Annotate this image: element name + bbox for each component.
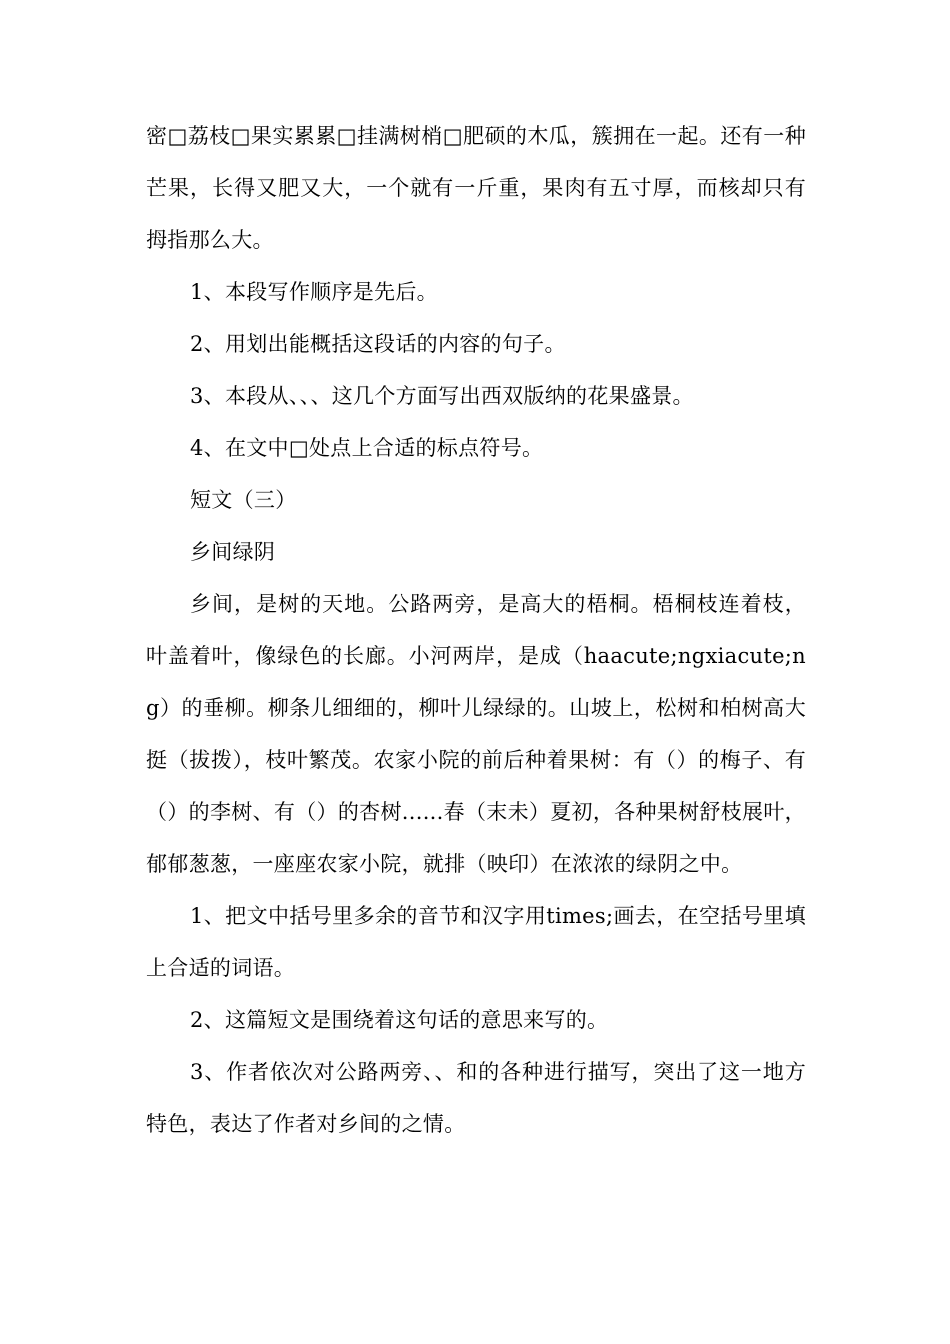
question-1-strike-out: 1、把文中括号里多余的音节和汉字用times;画去，在空括号里填上合适的词语。 xyxy=(146,904,806,980)
question-2-summary-sentence: 2、用划出能概括这段话的内容的句子。 xyxy=(190,332,566,356)
question-3-description-order: 3、作者依次对公路两旁、、和的各种进行描写，突出了这一地方特色，表达了作者对乡间的之情。 xyxy=(146,1060,806,1136)
question-2-main-idea: 2、这篇短文是围绕着这句话的意思来写的。 xyxy=(190,1008,609,1032)
paragraph-fruit-description: 密□荔枝□果实累累□挂满树梢□肥硕的木瓜，簇拥在一起。还有一种芒果，长得又肥又大，一个就有一斤重，果肉有五寸厚，而核却只有拇指那么大。 xyxy=(146,124,806,252)
section-heading-passage-three: 短文（三） xyxy=(190,488,297,512)
question-1-writing-order: 1、本段写作顺序是先后。 xyxy=(190,280,438,304)
question-4-punctuation: 4、在文中□处点上合适的标点符号。 xyxy=(190,436,544,460)
question-3-aspects: 3、本段从、、、这几个方面写出西双版纳的花果盛景。 xyxy=(190,384,694,408)
document-body xyxy=(146,110,806,1150)
passage-body: 乡间，是树的天地。公路两旁，是高大的梧桐。梧桐枝连着枝，叶盖着叶，像绿色的长廊。小河两岸，是成（haacute;ngxiacute;ng）的垂柳。柳条儿细细的，柳叶儿绿绿的。山坡上，松树和柏树高大挺（拔拨），枝叶繁茂。农家小院的前后种着果树：有（）的梅子、有（）的李树、有（）的杏树......春（末未）夏初，各种果树舒枝展叶，郁郁葱葱，一座座农家小院，就排（映印）在浓浓的绿阴之中。 xyxy=(146,592,806,876)
passage-title: 乡间绿阴 xyxy=(190,540,276,564)
